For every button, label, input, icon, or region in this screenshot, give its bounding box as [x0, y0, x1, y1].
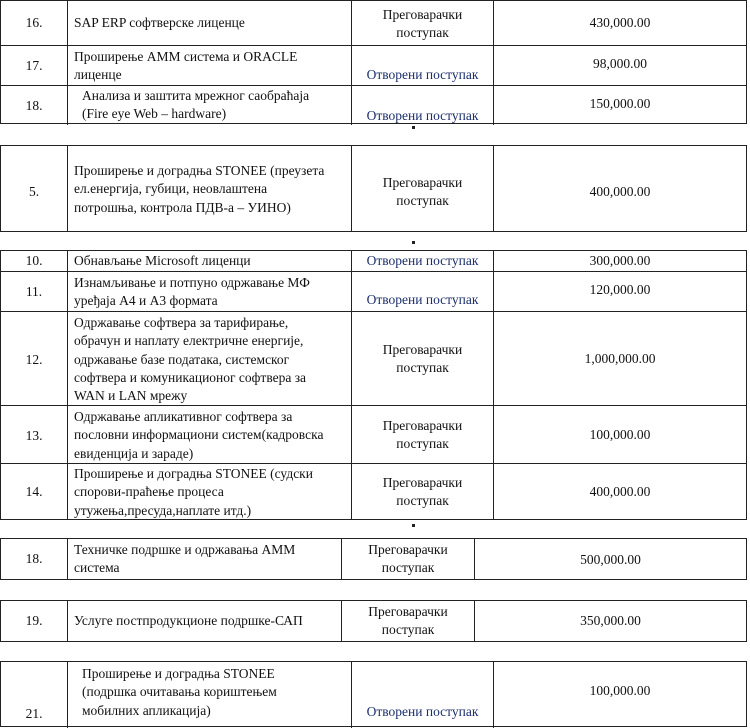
amount: 120,000.00	[589, 282, 651, 297]
amount-cell	[493, 312, 746, 405]
table-row	[1, 463, 746, 519]
row-number-cell	[1, 662, 67, 728]
amount-cell	[493, 86, 746, 125]
page-mark	[412, 524, 415, 527]
description: Одржавање апликативног софтвера за пословни информациони систем(кадровска евиденција и зараде)	[74, 409, 324, 461]
table-row	[1, 662, 746, 728]
amount: 500,000.00	[580, 552, 641, 567]
row-number: 17.	[25, 58, 43, 73]
table-group-5	[0, 600, 747, 642]
description-cell	[67, 46, 351, 85]
procedure-cell	[351, 1, 493, 45]
description-cell	[67, 146, 351, 231]
row-number-cell	[1, 146, 67, 231]
open-procedure: Отворени поступак	[366, 67, 479, 82]
row-number-cell	[1, 272, 67, 311]
table-row	[1, 311, 746, 405]
table-row	[1, 251, 746, 271]
amount-cell	[493, 464, 746, 519]
description: Одржавање софтвера за тарифирање, обрачун и наплату електричне енергије, одржавање базе података, системског софтвера и комуникационог софтвера за WAN и LAN мрежу	[74, 315, 307, 404]
row-number-cell	[1, 464, 67, 519]
row-number: 13.	[25, 428, 43, 443]
table-group-6	[0, 661, 747, 727]
table-row	[1, 271, 746, 311]
procedure-type: Преговарачки поступак	[368, 604, 448, 637]
description: Изнамљивање и потпуно одржавање МФ уређаја А4 и А3 формата	[74, 275, 310, 309]
amount-cell	[474, 601, 746, 641]
procedure-cell	[351, 86, 493, 125]
description: Проширење и доградња STONEE (подршка очитавања кориштењем мобилних апликација)	[82, 666, 277, 718]
table-row	[1, 1, 746, 45]
amount: 300,000.00	[589, 253, 651, 268]
amount: 100,000.00	[589, 683, 651, 698]
description: Проширење и доградња STONEE (преузета ел.енергија, губици, неовлаштена потрошња, контрола ПДВ-а – УИНО)	[74, 163, 325, 215]
description-cell	[67, 662, 351, 728]
amount: 1,000,000.00	[584, 351, 656, 366]
row-number: 21.	[25, 706, 43, 721]
table-row	[1, 601, 746, 641]
amount: 430,000.00	[589, 15, 651, 30]
amount: 350,000.00	[580, 613, 641, 628]
row-number: 19.	[25, 613, 43, 628]
amount-cell	[493, 46, 746, 85]
row-number: 10.	[25, 253, 43, 268]
table-row	[1, 146, 746, 231]
procedure-cell	[351, 46, 493, 85]
row-number-cell	[1, 601, 67, 641]
procedure-cell	[351, 406, 493, 463]
procedure-cell	[351, 272, 493, 311]
description-cell	[67, 86, 351, 125]
description: SAP ERP софтверске лиценце	[74, 15, 245, 30]
row-number-cell	[1, 312, 67, 405]
open-procedure: Отворени поступак	[366, 108, 479, 123]
procedure-cell	[351, 312, 493, 405]
table-row	[1, 405, 746, 463]
procedure-cell	[351, 251, 493, 271]
table-group-3	[0, 250, 747, 520]
description: Анализа и заштита мрежног саобраћаја (Fire eye Web – hardware)	[82, 88, 310, 122]
procedure-cell	[351, 464, 493, 519]
table-row	[1, 45, 746, 85]
description-cell	[67, 539, 341, 579]
amount-cell	[493, 272, 746, 311]
procedure-type: Преговарачки поступак	[382, 418, 463, 451]
amount: 400,000.00	[589, 484, 651, 499]
open-procedure: Отворени поступак	[366, 704, 479, 719]
procedure-type: Преговарачки поступак	[382, 7, 463, 40]
procedure-cell	[351, 146, 493, 231]
procedure-cell	[341, 601, 474, 641]
description: Услуге постпродукционе подршке-САП	[74, 613, 303, 628]
description-cell	[67, 406, 351, 463]
open-procedure: Отворени поступак	[366, 292, 479, 307]
procedure-type: Преговарачки поступак	[382, 475, 463, 508]
row-number: 14.	[25, 484, 43, 499]
row-number: 18.	[25, 551, 43, 566]
amount-cell	[493, 662, 746, 728]
procedure-type: Преговарачки поступак	[368, 542, 448, 575]
table-group-2	[0, 145, 747, 232]
page-mark	[412, 241, 415, 244]
procedure-type: Преговарачки поступак	[382, 175, 463, 208]
amount: 150,000.00	[589, 96, 651, 111]
amount-cell	[493, 251, 746, 271]
amount: 400,000.00	[589, 184, 651, 199]
row-number-cell	[1, 406, 67, 463]
procedure-type: Преговарачки поступак	[382, 342, 463, 375]
table-row	[1, 539, 746, 579]
row-number-cell	[1, 46, 67, 85]
procedure-cell	[351, 662, 493, 728]
row-number: 18.	[25, 98, 43, 113]
description-cell	[67, 1, 351, 45]
row-number-cell	[1, 539, 67, 579]
description-cell	[67, 272, 351, 311]
open-procedure: Отворени поступак	[366, 253, 479, 268]
table-group-1	[0, 0, 747, 124]
row-number-cell	[1, 86, 67, 125]
amount-cell	[493, 1, 746, 45]
row-number-cell	[1, 1, 67, 45]
description: Техничке подршке и одржавања AMM система	[74, 542, 296, 576]
row-number: 5.	[28, 184, 40, 199]
amount-cell	[474, 539, 746, 579]
description: Проширење AMM система и ORACLE лиценце	[74, 49, 298, 83]
row-number-cell	[1, 251, 67, 271]
row-number: 11.	[25, 284, 43, 299]
procedure-cell	[341, 539, 474, 579]
description-cell	[67, 464, 351, 519]
amount: 98,000.00	[593, 56, 647, 71]
description: Проширење и доградња STONEE (судски спорови-праћење процеса утужења,пресуда,наплате итд.)	[74, 466, 313, 518]
amount-cell	[493, 406, 746, 463]
description-cell	[67, 251, 351, 271]
page-mark	[412, 126, 415, 129]
row-number: 16.	[25, 15, 43, 30]
row-number: 12.	[25, 352, 43, 367]
description-cell	[67, 312, 351, 405]
amount-cell	[493, 146, 746, 231]
description-cell	[67, 601, 341, 641]
amount: 100,000.00	[589, 427, 651, 442]
table-row	[1, 85, 746, 125]
description: Обнављање Microsoft лиценци	[74, 253, 251, 268]
table-group-4	[0, 538, 747, 580]
